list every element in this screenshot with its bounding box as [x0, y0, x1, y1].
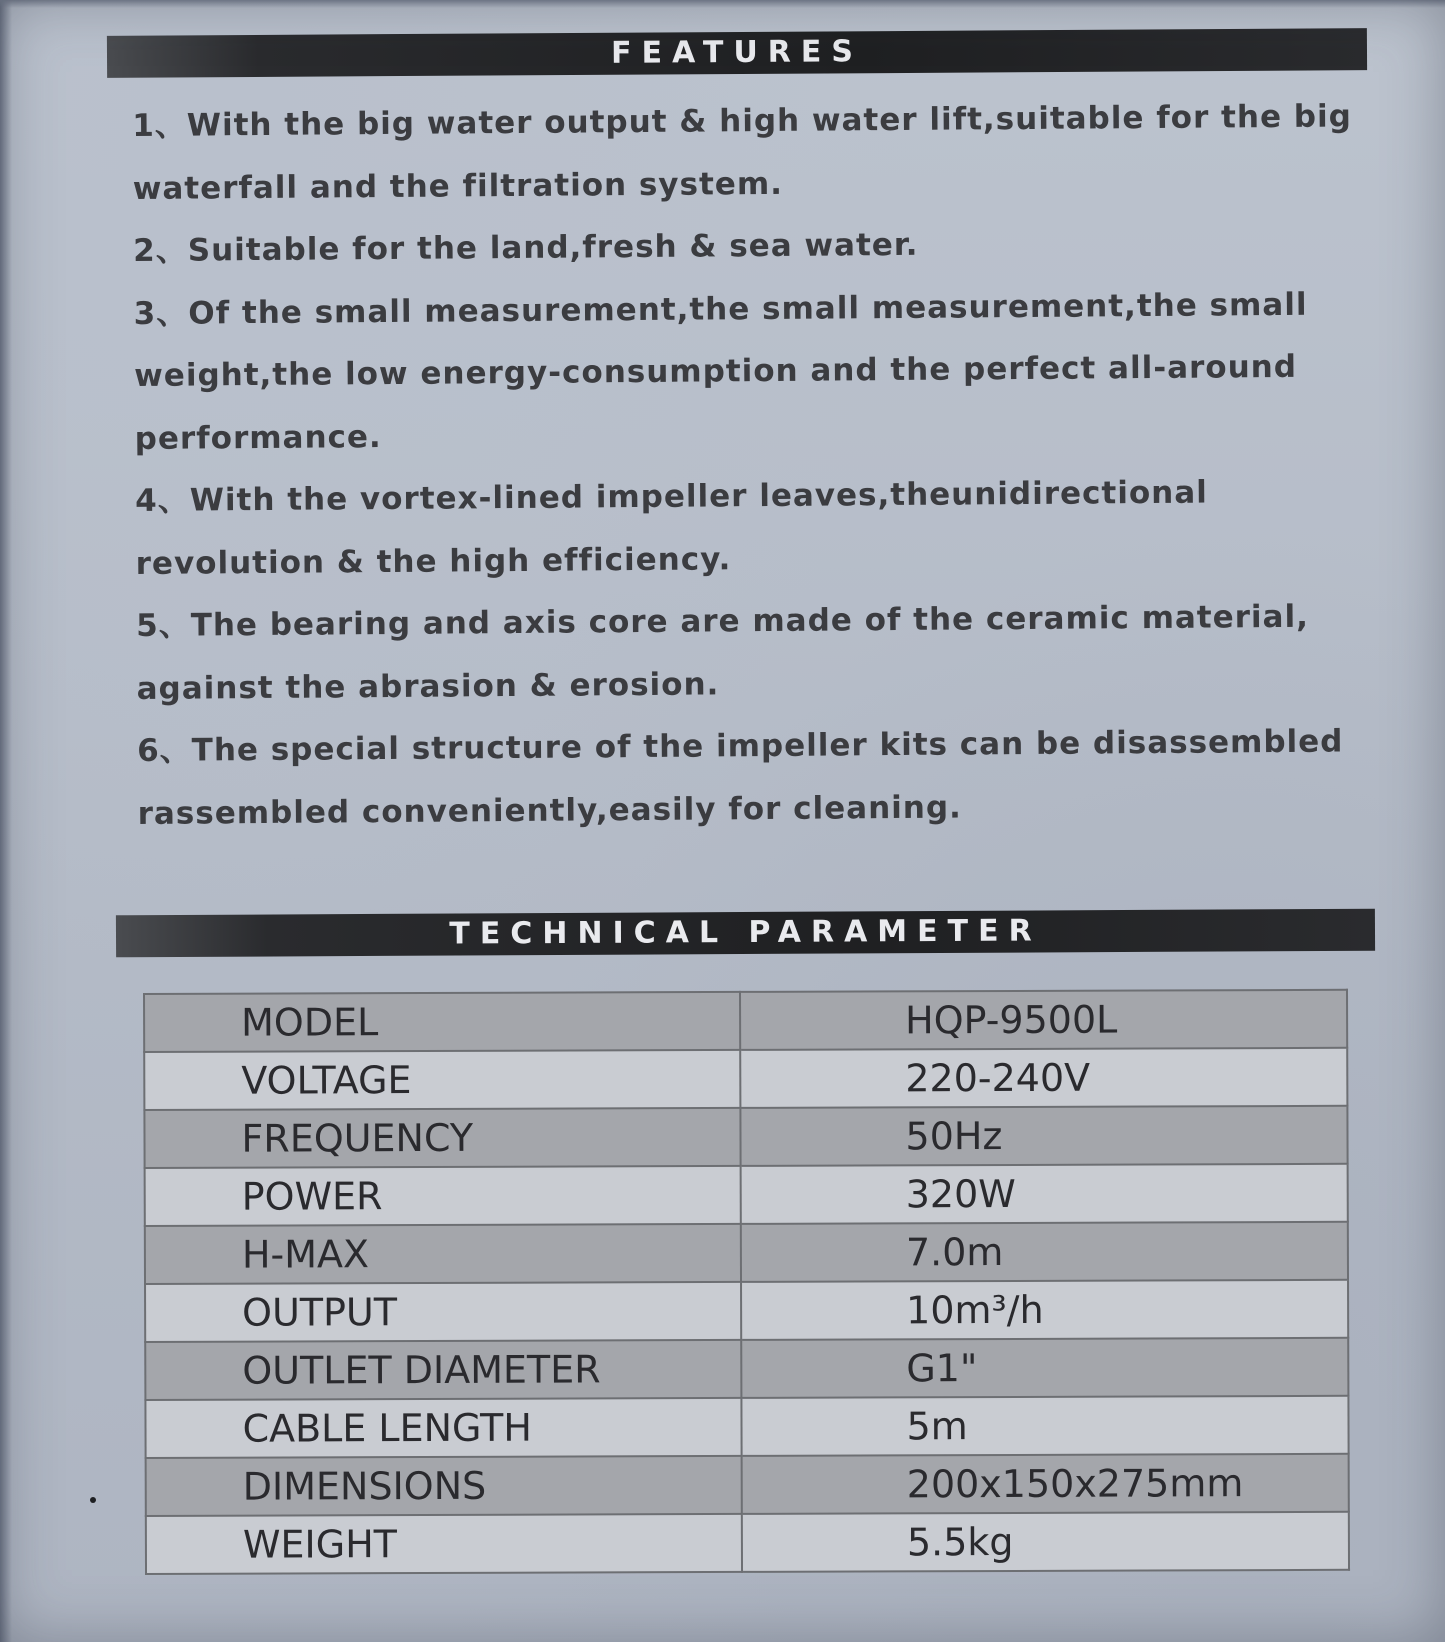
param-label: WEIGHT — [146, 1514, 742, 1574]
param-value: 7.0m — [741, 1222, 1348, 1282]
param-label: FREQUENCY — [144, 1108, 740, 1168]
param-label: POWER — [145, 1166, 741, 1226]
technical-parameter-heading: TECHNICAL PARAMETER — [116, 909, 1375, 958]
table-row — [145, 1280, 1348, 1342]
param-value: 5.5kg — [742, 1512, 1349, 1572]
param-label: CABLE LENGTH — [145, 1398, 741, 1458]
param-value: 10m³/h — [741, 1280, 1348, 1340]
dust-speck — [90, 1497, 96, 1503]
feature-line: 5、The bearing and axis core are made of the ceramic material, — [136, 598, 1310, 644]
table-row — [144, 1106, 1347, 1168]
table-row — [145, 1338, 1348, 1400]
param-label: DIMENSIONS — [146, 1456, 742, 1516]
param-value: 320W — [741, 1164, 1348, 1224]
param-label: VOLTAGE — [144, 1050, 740, 1110]
feature-line: against the abrasion & erosion. — [136, 665, 720, 707]
table-row — [146, 1454, 1349, 1516]
table-row — [145, 1396, 1348, 1458]
feature-line: weight,the low energy-consumption and the perfect all-around — [134, 348, 1298, 394]
param-value: G1" — [741, 1338, 1348, 1398]
param-value: 5m — [741, 1396, 1348, 1456]
photo-edge-top — [0, 0, 1445, 8]
param-label: OUTPUT — [145, 1282, 741, 1342]
feature-line: 1、With the big water output & high water lift,suitable for the big — [132, 98, 1352, 144]
feature-line: rassembled conveniently,easily for cleaning. — [137, 789, 963, 832]
table-row — [145, 1164, 1348, 1226]
param-label: OUTLET DIAMETER — [145, 1340, 741, 1400]
param-label: H-MAX — [145, 1224, 741, 1284]
feature-line: 3、Of the small measurement,the small measurement,the small — [133, 286, 1308, 332]
param-value: 200x150x275mm — [742, 1454, 1349, 1514]
table-row — [145, 1222, 1348, 1284]
feature-line: revolution & the high efficiency. — [135, 540, 732, 582]
feature-line: 6、The special structure of the impeller kits can be disassembled — [137, 723, 1344, 769]
feature-line: performance. — [134, 418, 382, 457]
features-heading: FEATURES — [107, 28, 1367, 78]
param-value: 50Hz — [740, 1106, 1347, 1166]
param-value: 220-240V — [740, 1048, 1347, 1108]
param-label: MODEL — [144, 992, 740, 1052]
feature-line: 2、Suitable for the land,fresh & sea water. — [133, 226, 919, 269]
table-row — [146, 1512, 1349, 1574]
feature-line: waterfall and the filtration system. — [132, 165, 784, 207]
table-row — [144, 1048, 1347, 1110]
technical-parameter-table — [143, 989, 1350, 1575]
table-row — [144, 990, 1347, 1052]
features-list — [132, 85, 1358, 845]
param-value: HQP-9500L — [740, 990, 1347, 1050]
feature-line: 4、With the vortex-lined impeller leaves,theunidirectional — [135, 474, 1208, 519]
photo-edge-left — [0, 0, 12, 1642]
